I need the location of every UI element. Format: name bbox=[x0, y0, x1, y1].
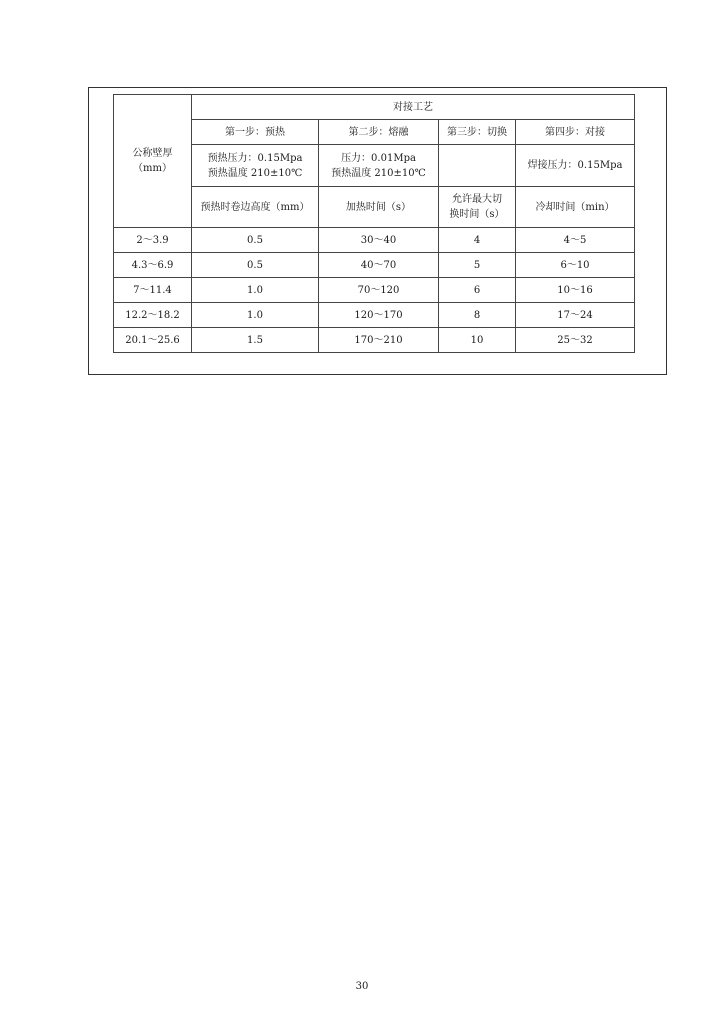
corner-label: 公称壁厚 bbox=[132, 148, 173, 159]
table-row bbox=[114, 328, 635, 353]
wall-thickness-cell: 2～3.9 bbox=[114, 228, 192, 253]
step1-header: 第一步：预热 bbox=[192, 120, 319, 145]
cooling-time-cell: 4～5 bbox=[516, 228, 635, 253]
changeover-time-header bbox=[439, 187, 516, 228]
bead-height-cell: 1.0 bbox=[192, 278, 319, 303]
heating-time-cell: 70～120 bbox=[319, 278, 439, 303]
cooling-time-header: 冷却时间（min） bbox=[516, 187, 635, 228]
cooling-time-cell: 6～10 bbox=[516, 253, 635, 278]
nominal-wall-thickness-header bbox=[114, 95, 192, 228]
table-row bbox=[114, 303, 635, 328]
step2-params bbox=[319, 145, 439, 187]
step3-params bbox=[439, 145, 516, 187]
step2-temperature: 预热温度 210±10℃ bbox=[331, 167, 426, 179]
step1-temperature: 预热温度 210±10℃ bbox=[207, 167, 303, 179]
table-row bbox=[114, 253, 635, 278]
header-row-params bbox=[114, 145, 635, 187]
process-title: 对接工艺 bbox=[192, 95, 635, 120]
butt-welding-process-table bbox=[113, 94, 635, 353]
page-number: 30 bbox=[355, 981, 369, 992]
bead-height-header: 预热时卷边高度（mm） bbox=[192, 187, 319, 228]
cooling-time-cell: 17～24 bbox=[516, 303, 635, 328]
changeover-time-cell: 5 bbox=[439, 253, 516, 278]
header-row-title bbox=[114, 95, 635, 120]
header-row-steps bbox=[114, 120, 635, 145]
heating-time-cell: 30～40 bbox=[319, 228, 439, 253]
step1-pressure: 预热压力：0.15Mpa bbox=[207, 152, 303, 164]
changeover-time-cell: 4 bbox=[439, 228, 516, 253]
changeover-time-line1: 允许最大切 bbox=[452, 194, 502, 205]
cooling-time-cell: 25～32 bbox=[516, 328, 635, 353]
bead-height-cell: 0.5 bbox=[192, 228, 319, 253]
bead-height-cell: 1.0 bbox=[192, 303, 319, 328]
heating-time-cell: 40～70 bbox=[319, 253, 439, 278]
corner-unit: （mm） bbox=[133, 163, 172, 174]
wall-thickness-cell: 12.2～18.2 bbox=[114, 303, 192, 328]
step3-header: 第三步：切换 bbox=[439, 120, 516, 145]
bead-height-cell: 0.5 bbox=[192, 253, 319, 278]
wall-thickness-cell: 7～11.4 bbox=[114, 278, 192, 303]
step4-header: 第四步：对接 bbox=[516, 120, 635, 145]
table-row bbox=[114, 228, 635, 253]
step4-params: 焊接压力：0.15Mpa bbox=[516, 145, 635, 187]
step2-pressure: 压力：0.01Mpa bbox=[341, 152, 416, 164]
heating-time-header: 加热时间（s） bbox=[319, 187, 439, 228]
wall-thickness-cell: 20.1～25.6 bbox=[114, 328, 192, 353]
heating-time-cell: 170～210 bbox=[319, 328, 439, 353]
header-row-subheaders bbox=[114, 187, 635, 228]
changeover-time-line2: 换时间（s） bbox=[449, 209, 505, 220]
cooling-time-cell: 10～16 bbox=[516, 278, 635, 303]
bead-height-cell: 1.5 bbox=[192, 328, 319, 353]
wall-thickness-cell: 4.3～6.9 bbox=[114, 253, 192, 278]
step1-params bbox=[192, 145, 319, 187]
step2-header: 第二步：熔融 bbox=[319, 120, 439, 145]
table-row bbox=[114, 278, 635, 303]
heating-time-cell: 120～170 bbox=[319, 303, 439, 328]
changeover-time-cell: 10 bbox=[439, 328, 516, 353]
changeover-time-cell: 8 bbox=[439, 303, 516, 328]
changeover-time-cell: 6 bbox=[439, 278, 516, 303]
